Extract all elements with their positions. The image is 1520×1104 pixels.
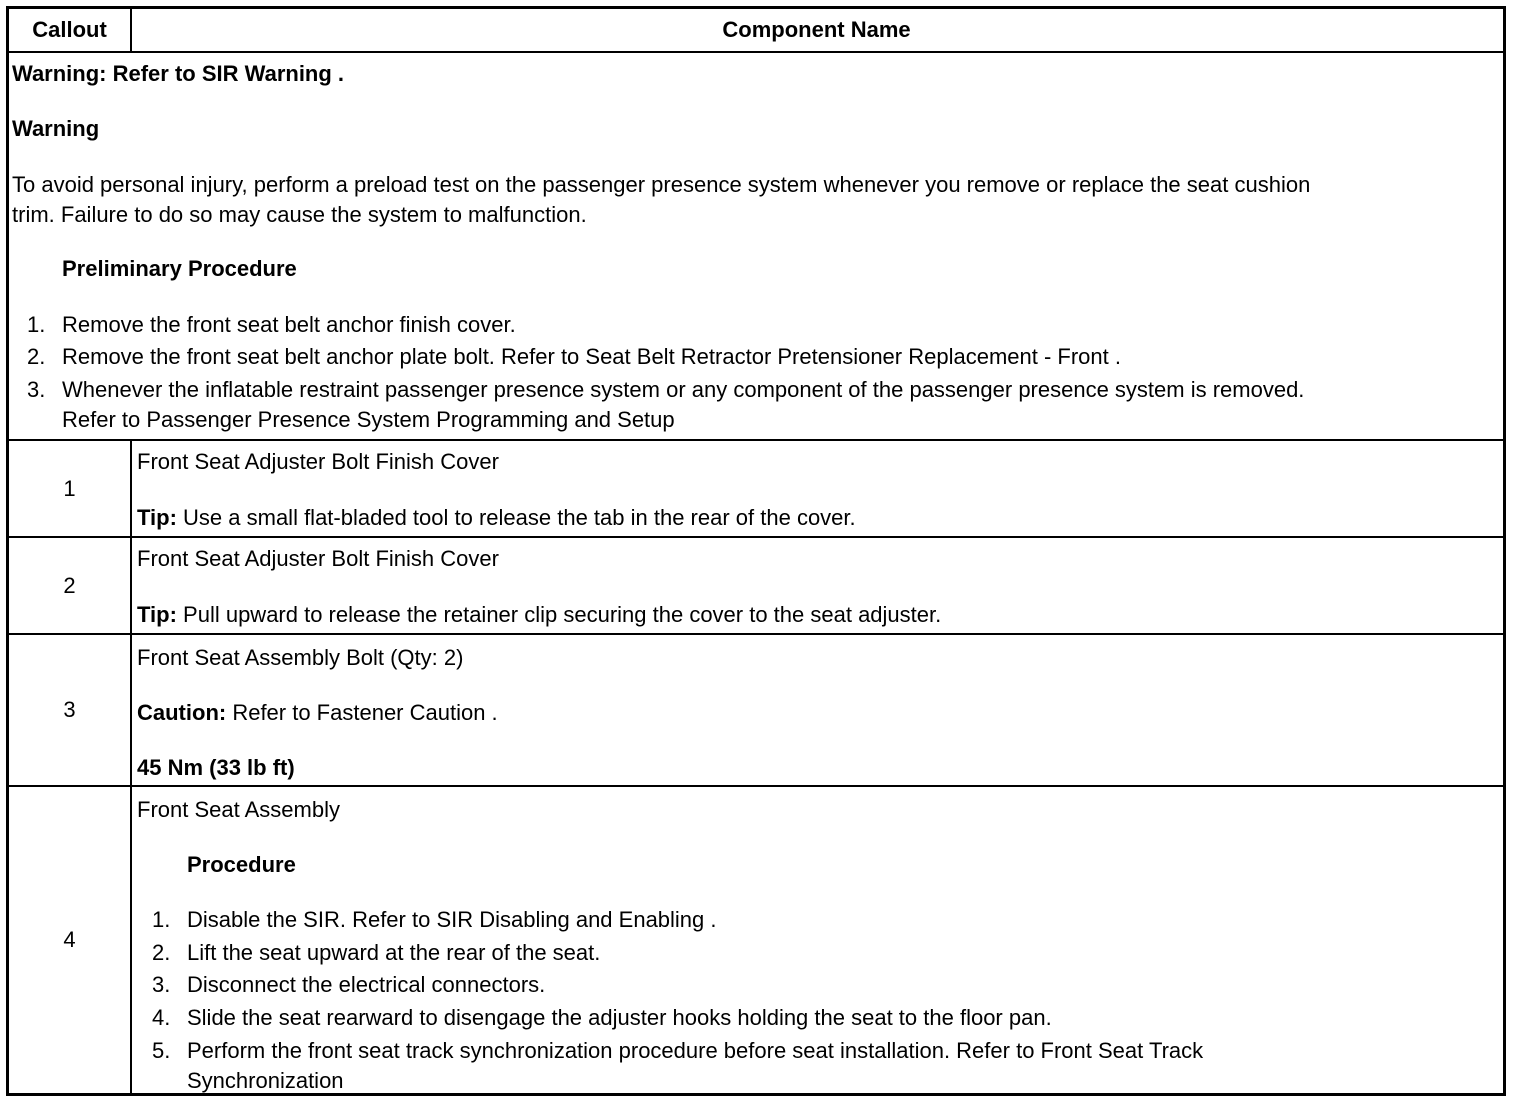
prelim-step-3-text-cont: Refer to Passenger Presence System Programming and Setup (62, 407, 675, 432)
procedure-step-text: Perform the front seat track synchronization procedure before seat installation. Refer to Front Seat Track (187, 1038, 1204, 1063)
caution-label: Caution: (137, 700, 227, 725)
procedure-step-text: Disable the SIR. Refer to SIR Disabling and Enabling . (187, 907, 717, 932)
prelim-step-3-num: 3. (27, 377, 46, 402)
header-callout: Callout (9, 9, 132, 51)
callout-number: 3 (9, 635, 132, 785)
procedure-step-text: Slide the seat rearward to disengage the adjuster hooks holding the seat to the floor pan. (187, 1005, 1052, 1030)
torque-spec: 45 Nm (33 lb ft) (137, 755, 295, 780)
prelim-step-2-num: 2. (27, 344, 46, 369)
procedure-step-num: 2. (152, 940, 171, 965)
component-cell (130, 635, 1503, 785)
header-component-name: Component Name (722, 17, 911, 42)
procedure-step-num: 3. (152, 972, 171, 997)
tip-text: Use a small flat-bladed tool to release the tab in the rear of the cover. (176, 505, 856, 530)
warning-title: Warning (12, 116, 100, 141)
preliminary-procedure-title: Preliminary Procedure (62, 256, 297, 281)
caution-text: Refer to Fastener Caution . (226, 700, 498, 725)
procedure-step-text-cont: Synchronization (187, 1068, 344, 1093)
procedure-title: Procedure (187, 852, 296, 877)
prelim-step-2-text: Remove the front seat belt anchor plate bolt. Refer to Seat Belt Retractor Pretensioner Replacement - Front . (62, 344, 1121, 369)
warning-text-line2: trim. Failure to do so may cause the system to malfunction. (12, 202, 587, 227)
tip-line (137, 600, 941, 630)
component-name: Front Seat Assembly (137, 797, 340, 822)
procedure-step-num: 5. (152, 1038, 171, 1063)
warning-text-line1: To avoid personal injury, perform a preload test on the passenger presence system whenever you remove or replace the seat cushion (12, 172, 1311, 197)
table-row (9, 439, 1503, 536)
component-cell (130, 441, 1503, 536)
table-row (9, 536, 1503, 633)
procedure-step-num: 1. (152, 907, 171, 932)
component-name: Front Seat Adjuster Bolt Finish Cover (137, 449, 499, 474)
table-header-row (9, 9, 1503, 51)
component-cell (130, 787, 1503, 1093)
prelim-step-1-num: 1. (27, 312, 46, 337)
intro-row (9, 51, 1503, 439)
callout-number: 1 (9, 441, 132, 536)
caution-line (137, 698, 498, 728)
procedure-step-num: 4. (152, 1005, 171, 1030)
component-cell (130, 538, 1503, 633)
prelim-step-1-text: Remove the front seat belt anchor finish cover. (62, 312, 516, 337)
tip-line (137, 503, 856, 533)
table-row (9, 633, 1503, 785)
component-name: Front Seat Adjuster Bolt Finish Cover (137, 546, 499, 571)
callout-number: 2 (9, 538, 132, 633)
component-table (6, 6, 1506, 1096)
procedure-step-text: Lift the seat upward at the rear of the seat. (187, 940, 601, 965)
warning-reference: Warning: Refer to SIR Warning . (12, 61, 345, 86)
component-name: Front Seat Assembly Bolt (Qty: 2) (137, 645, 464, 670)
tip-label: Tip: (137, 505, 177, 530)
callout-number: 4 (9, 787, 132, 1093)
prelim-step-3-text: Whenever the inflatable restraint passenger presence system or any component of the passenger presence system is removed. (62, 377, 1305, 402)
procedure-step-text: Disconnect the electrical connectors. (187, 972, 546, 997)
tip-text: Pull upward to release the retainer clip securing the cover to the seat adjuster. (176, 602, 942, 627)
tip-label: Tip: (137, 602, 177, 627)
table-row (9, 785, 1503, 1093)
